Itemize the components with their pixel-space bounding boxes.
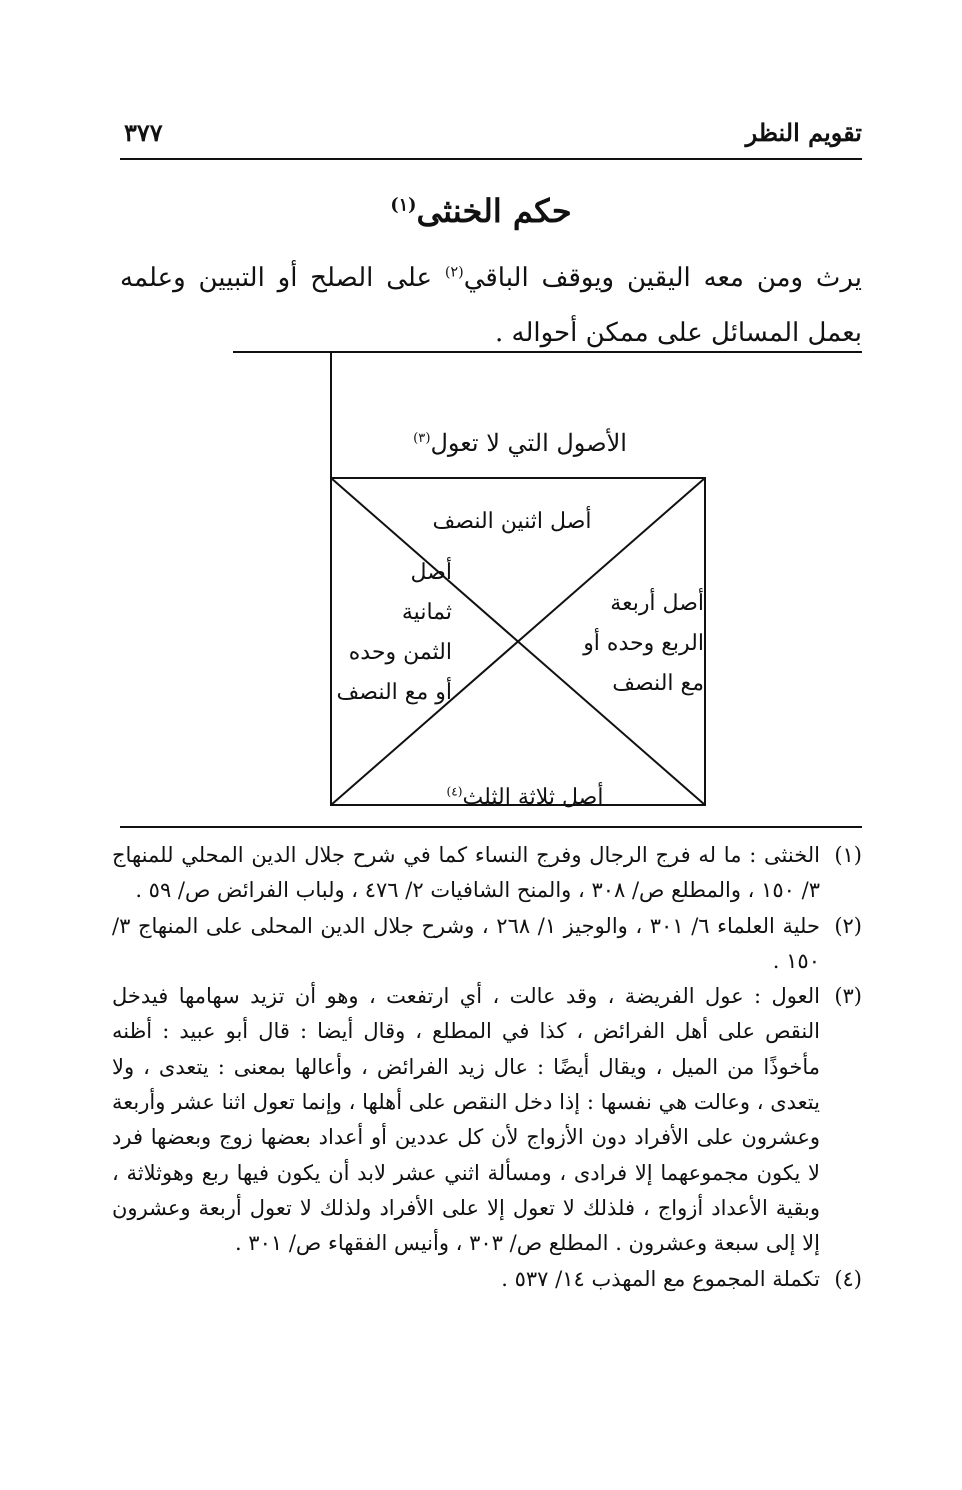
- footnote-text: الخنثى : ما له فرج الرجال وفرج النساء كما في شرح جلال الدين المحلي للمنهاج ٣/ ١٥٠ ، والمطلع ص/ ٣٠٨ ، والمنح الشافيات ٢/ ٤٧٦ ، ولباب الفرائض ص/ ٥٩ .: [112, 843, 820, 903]
- body-line-2: بعمل المسائل على ممكن أحواله .: [494, 318, 862, 348]
- body-line-1-start: يرث ومن معه اليقين ويوقف الباقي: [463, 263, 862, 293]
- diagram-eighth-line-4: أو مع النصف: [336, 680, 452, 705]
- footnote-text: العول : عول الفريضة ، وقد عالت ، أي ارتفعت ، وهو أن تزيد سهامها فيدخل النقص على أهل الفرائض ، كذا في المطلع ، وقال أيضا : قال أبو عبيد : أظنه مأخوذًا من الميل ، ويقال أيضًا : عال زيد الفرائض ، وأعالها بمعنى : يتعدى ، ولا يتعدى ، وعالت هي نفسها : إذا دخل النقص على أهلها ، وإنما تعول اثنا عشر وأربعة وعشرون على الأفراد دون الأزواج لأن كل عددين أو أعداد بعضها زوج وبعضها فرد لا يكون مجموعهما إلا فرادى ، ومسألة اثني عشر لابد أن يكون فيها ربع وهوثلاثة ، وبقية الأعداد أزواج ، فلذلك لا تعول إلا على الأفراد ولذلك لا تعول أربعة وعشرون إلا إلى سبعة وعشرون . المطلع ص/ ٣٠٣ ، وأنيس الفقهاء ص/ ٣٠١ .: [112, 984, 820, 1256]
- footnote-ref-1: (١): [390, 194, 417, 216]
- footnote-ref-2: (٢): [444, 264, 464, 281]
- section-title-text: حكم الخنثى: [416, 192, 572, 230]
- footnote-1: [112, 838, 862, 909]
- footnote-number: (١): [834, 843, 862, 867]
- footnote-number: (٣): [834, 984, 862, 1009]
- footnotes: [112, 838, 862, 1297]
- footnote-number: (٤): [834, 1266, 862, 1291]
- diagram-third-label-text: أصل ثلاثة الثلث: [462, 785, 604, 810]
- diagram-eighth-line-1: أصل: [410, 560, 452, 585]
- diagram-quarter-line-3: مع النصف: [612, 671, 704, 696]
- diagram-third-label: [420, 781, 630, 815]
- diagram-half-label: أصل اثنين النصف: [432, 509, 592, 534]
- diagram-eighth-line-2: ثمانية: [401, 600, 452, 625]
- page-number: ٣٧٧: [124, 118, 163, 147]
- diagram-eighth-line-3: الثمن وحده: [348, 640, 452, 665]
- diagram-eighth-label: [332, 553, 452, 713]
- footnote-ref-4: (٤): [446, 784, 463, 799]
- diagram-quarter-line-2: الربع وحده أو: [583, 631, 704, 656]
- footnote-text: حلية العلماء ٦/ ٣٠١ ، والوجيز ١/ ٢٦٨ ، وشرح جلال الدين المحلى على المنهاج ٣/ ١٥٠ .: [112, 913, 820, 973]
- diagram-quarter-line-1: أصل أربعة: [610, 591, 704, 616]
- body-line-1-end: على الصلح أو التبيين وعلمه: [120, 263, 445, 293]
- footnote-ref-3: (٣): [413, 431, 431, 446]
- footnote-4: [112, 1262, 862, 1297]
- footnote-2: [112, 909, 862, 980]
- running-head-title: تقويم النظر: [745, 118, 862, 147]
- footnote-text: تكملة المجموع مع المهذب ١٤/ ٥٣٧ .: [501, 1266, 820, 1291]
- footnote-3: [112, 979, 862, 1261]
- diagram-quarter-label: [582, 584, 704, 704]
- diagram-top-label-text: الأصول التي لا تعول: [430, 429, 627, 457]
- footnote-number: (٢): [834, 913, 862, 938]
- diagram-top-label: [380, 426, 660, 460]
- footnote-rule: [120, 826, 862, 828]
